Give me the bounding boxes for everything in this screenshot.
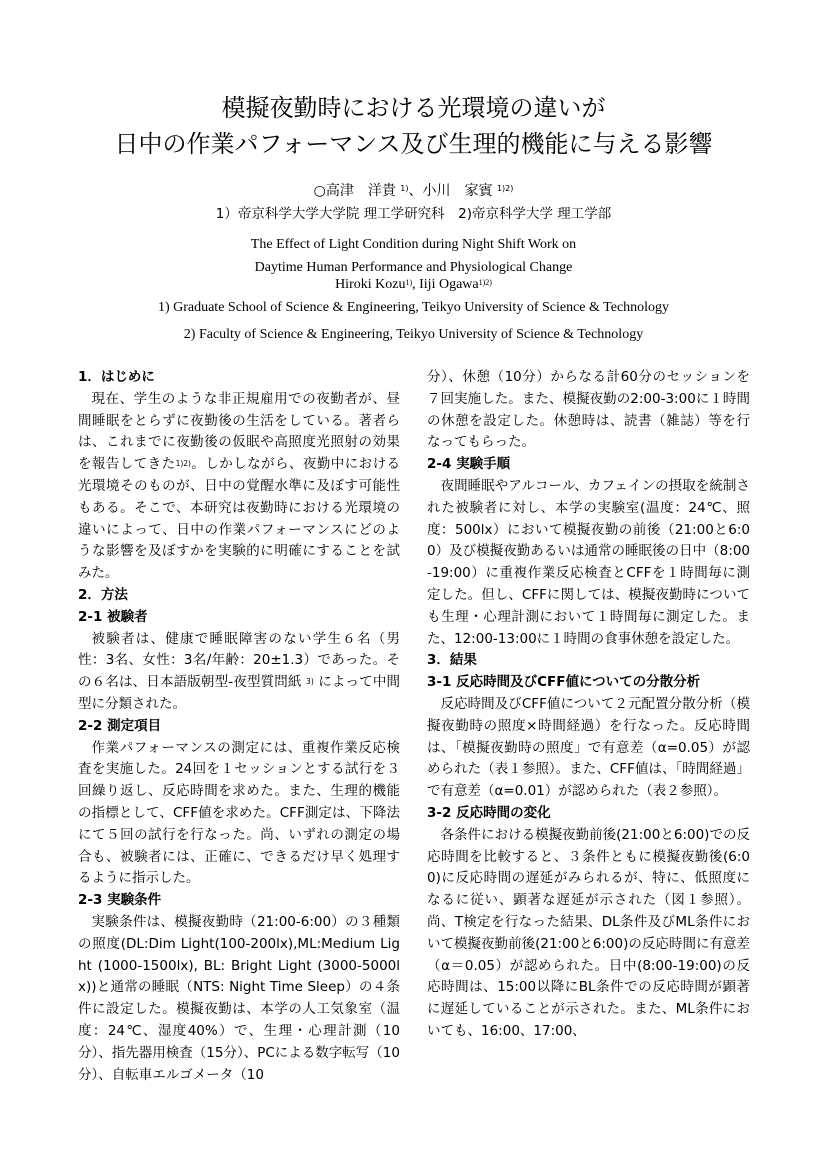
right-column xyxy=(427,367,750,1043)
affiliations-jp: 1）帝京科学大学大学院 理工学研究科 2)帝京科学大学 理工学部 xyxy=(215,206,612,222)
procedure-paragraph: 夜間睡眠やアルコール、カフェインの摂取を統制された被験者に対し、本学の実験室(温度：24℃、照度：500lx）において模擬夜勤の前後（21:00と6:00）及び模擬夜勤あるいは通常の睡眠後の日中（8:00-19:00）に重複作業反応検査とCFFを１時間毎に測定した。但し、CFFに関しては、模擬夜勤時についても生理・心理計測において１時間毎に測定した。また、12:00-13:00に１時間の食事休憩を設定した。 xyxy=(427,477,750,647)
english-title-line-2: Daytime Human Performance and Physiological Change xyxy=(254,260,573,275)
authors-jp xyxy=(0,182,827,200)
en-author-1-affil: 1) xyxy=(405,278,413,287)
subjects-text-b: によって中間型に分類された。 xyxy=(78,674,401,712)
conditions-paragraph: 実験条件は、模擬夜勤時（21:00-6:00）の３種類の照度(DL:Dim Light(100-200lx),ML:Medium Light (1000-1500lx), BL: Bright Light (3000-5000lx))と通常の睡眠（NTS: Night Time Sleep）の４条件に設定した。模擬夜勤は、本学の人工気象室（温度：24℃、湿度40%）で、生理・心理計測（10分）、指先器用検査（15分）、PCによる数字転写（10分）、自転車エルゴメータ（10 xyxy=(78,913,400,1083)
en-author-1: Hiroki Kozu xyxy=(335,277,406,292)
left-column xyxy=(78,367,400,1086)
title-line-1: 模擬夜勤時における光環境の違いが xyxy=(221,94,606,122)
anova-paragraph: 反応時間及びCFF値について２元配置分散分析（模擬夜勤時の照度×時間経過）を行なった。反応時間は、「模擬夜勤時の照度」で有意差（α=0.05）が認められた（表１参照）。また、CFF値は、「時間経過」で有意差（α=0.01）が認められた（表２参照）。 xyxy=(427,695,750,800)
subsection-heading-conditions: 2-3 実験条件 xyxy=(78,892,162,909)
subjects-citation: 3) xyxy=(306,677,314,687)
conditions-paragraph-continued: 分）、休憩（10分）からなる計60分のセッションを７回実施した。また、模擬夜勤の2:00-3:00に１時間の休憩を設定した。休憩時は、読書（雑誌）等を行なってもらった。 xyxy=(427,369,750,451)
reaction-time-paragraph: 各条件における模擬夜勤前後(21:00と6:00)での反応時間を比較すると、３条件ともに模擬夜勤後(6:00)に反応時間の遅延がみられるが、特に、低照度になるに従い、顕著な遅延が示された（図１参照）。尚、T検定を行なった結果、DL条件及びML条件において模擬夜勤前後(21:00と6:00)の反応時間に有意差（α＝0.05）が認められた。日中(8:00-19:00)の反応時間は、15:00以降にBL条件での反応時間が顕著に遅延していることが示された。また、ML条件においても、16:00、17:00、 xyxy=(427,826,750,1039)
subsection-heading-anova: 3-1 反応時間及びCFF値についての分散分析 xyxy=(427,674,701,691)
author-1: ○高津 洋貴 xyxy=(313,183,396,199)
en-author-2: , Iiji Ogawa xyxy=(412,277,479,292)
intro-text-b: 。しかしながら、夜勤中における光環境そのものが、日中の覚醒水準に及ぼす可能性もある。そこで、本研究は夜勤時における光環境の違いによって、日中の作業パフォーマンスにどのような影響を及ぼすかを実験的に明確にすることを試みた。 xyxy=(78,456,401,582)
title-line-2: 日中の作業パフォーマンス及び生理的機能に与える影響 xyxy=(114,130,713,158)
english-affiliation-2: 2) Faculty of Science & Engineering, Teikyo University of Science & Technology xyxy=(183,327,644,342)
author-2: 、小川 家賓 xyxy=(408,183,493,199)
intro-text-a: 現在、学生のような非正規雇用での夜勤者が、昼間睡眠をとらずに夜勤後の生活をしている。著者らは、これまでに夜勤後の仮眠や高照度光照射の効果を報告してきた xyxy=(78,390,400,473)
introduction-paragraph xyxy=(78,389,400,585)
en-author-2-affil: 1)2) xyxy=(478,278,492,287)
section-heading-methods: 2．方法 xyxy=(78,586,128,603)
section-heading-results: 3．結果 xyxy=(427,652,477,669)
subsection-heading-measurements: 2-2 測定項目 xyxy=(78,717,162,734)
measurements-paragraph: 作業パフォーマンスの測定には、重複作業反応検査を実施した。24回を１セッションとする試行を３回繰り返し、反応時間を求めた。また、生理的機能の指標として、CFF値を求めた。CFF測定は、下降法にて５回の試行を行なった。尚、いずれの測定の場合も、被験者には、正確に、できるだけ早く処理するように指示した。 xyxy=(78,739,400,887)
intro-citation: 1)2) xyxy=(175,459,191,469)
authors-en xyxy=(0,276,827,294)
author-2-affil: 1)2) xyxy=(496,184,514,193)
subsection-heading-reaction-time: 3-2 反応時間の変化 xyxy=(427,804,551,821)
subsection-heading-procedure: 2-4 実験手順 xyxy=(427,456,511,473)
subjects-text-a: 被験者は、健康で睡眠障害のない学生６名（男性：3名、女性：3名/年齢：20±1.3）であった。その６名は、日本語版朝型-夜型質問紙 xyxy=(78,630,400,691)
subjects-paragraph xyxy=(78,629,400,716)
author-1-affil: 1) xyxy=(400,184,409,193)
section-heading-introduction: 1．はじめに xyxy=(78,369,155,385)
subsection-heading-subjects: 2-1 被験者 xyxy=(78,608,148,625)
english-affiliation-1: 1) Graduate School of Science & Engineering, Teikyo University of Science & Technology xyxy=(157,300,670,315)
english-title-line-1: The Effect of Light Condition during Night Shift Work on xyxy=(250,237,577,252)
